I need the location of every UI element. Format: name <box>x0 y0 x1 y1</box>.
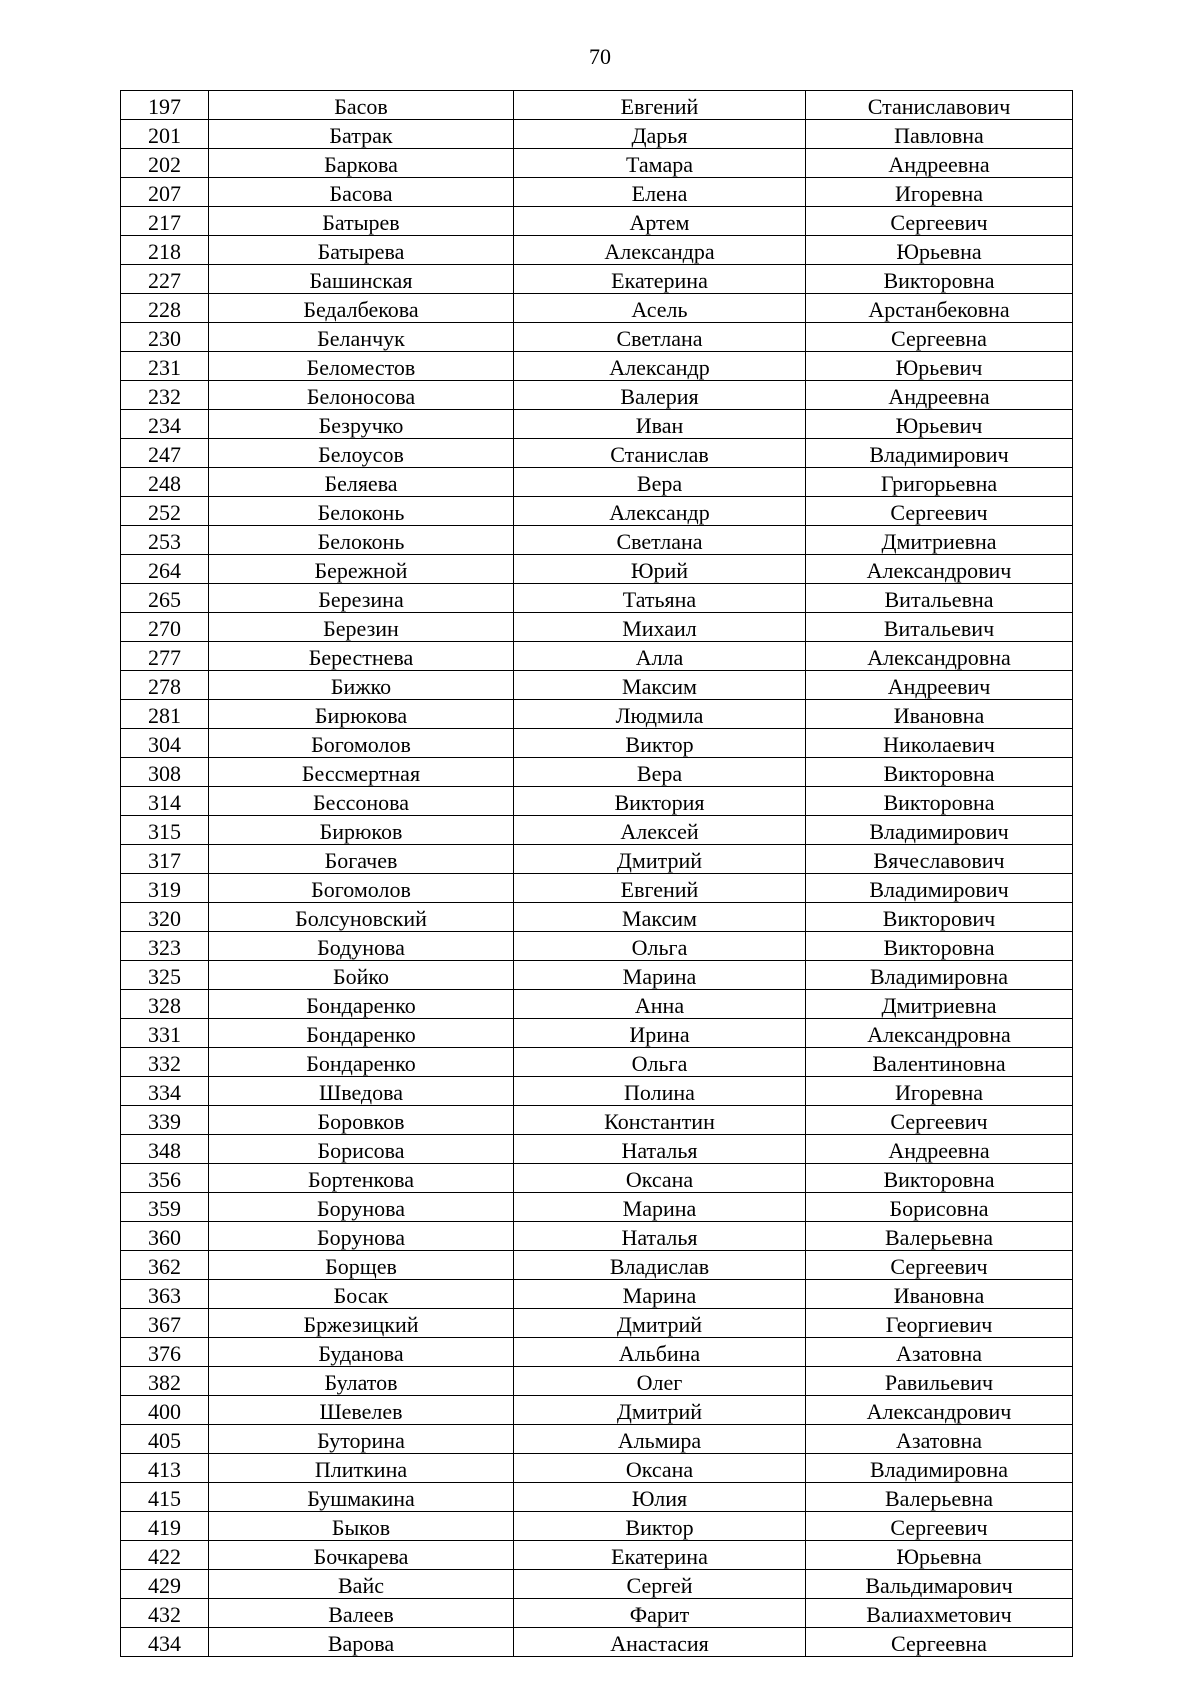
patronymic-cell: Сергеевич <box>806 207 1073 236</box>
last-name-cell: Шведова <box>209 1077 514 1106</box>
table-row <box>121 816 1073 845</box>
table-row <box>121 352 1073 381</box>
first-name-cell: Александра <box>514 236 806 265</box>
first-name-cell: Артем <box>514 207 806 236</box>
patronymic-cell: Вячеславович <box>806 845 1073 874</box>
first-name-cell: Олег <box>514 1367 806 1396</box>
patronymic-cell: Андреевич <box>806 671 1073 700</box>
first-name-cell: Ольга <box>514 1048 806 1077</box>
first-name-cell: Оксана <box>514 1164 806 1193</box>
row-number-cell: 356 <box>121 1164 209 1193</box>
row-number-cell: 217 <box>121 207 209 236</box>
row-number-cell: 382 <box>121 1367 209 1396</box>
last-name-cell: Босак <box>209 1280 514 1309</box>
last-name-cell: Беланчук <box>209 323 514 352</box>
last-name-cell: Башинская <box>209 265 514 294</box>
row-number-cell: 320 <box>121 903 209 932</box>
table-row <box>121 1541 1073 1570</box>
first-name-cell: Вера <box>514 758 806 787</box>
table-row <box>121 1628 1073 1657</box>
row-number-cell: 319 <box>121 874 209 903</box>
row-number-cell: 315 <box>121 816 209 845</box>
row-number-cell: 227 <box>121 265 209 294</box>
last-name-cell: Валеев <box>209 1599 514 1628</box>
last-name-cell: Батрак <box>209 120 514 149</box>
row-number-cell: 230 <box>121 323 209 352</box>
row-number-cell: 334 <box>121 1077 209 1106</box>
row-number-cell: 325 <box>121 961 209 990</box>
table-row <box>121 1396 1073 1425</box>
table-row <box>121 1251 1073 1280</box>
patronymic-cell: Викторовна <box>806 265 1073 294</box>
table-row <box>121 961 1073 990</box>
last-name-cell: Быков <box>209 1512 514 1541</box>
patronymic-cell: Азатовна <box>806 1338 1073 1367</box>
last-name-cell: Белоносова <box>209 381 514 410</box>
last-name-cell: Бондаренко <box>209 1019 514 1048</box>
row-number-cell: 376 <box>121 1338 209 1367</box>
patronymic-cell: Сергеевич <box>806 1106 1073 1135</box>
last-name-cell: Борисова <box>209 1135 514 1164</box>
patronymic-cell: Григорьевна <box>806 468 1073 497</box>
last-name-cell: Варова <box>209 1628 514 1657</box>
table-row <box>121 236 1073 265</box>
row-number-cell: 360 <box>121 1222 209 1251</box>
row-number-cell: 331 <box>121 1019 209 1048</box>
patronymic-cell: Игоревна <box>806 178 1073 207</box>
table-row <box>121 1019 1073 1048</box>
table-row <box>121 758 1073 787</box>
first-name-cell: Альбина <box>514 1338 806 1367</box>
table-row <box>121 323 1073 352</box>
patronymic-cell: Викторовна <box>806 932 1073 961</box>
patronymic-cell: Андреевна <box>806 149 1073 178</box>
row-number-cell: 323 <box>121 932 209 961</box>
first-name-cell: Александр <box>514 497 806 526</box>
patronymic-cell: Сергеевич <box>806 497 1073 526</box>
patronymic-cell: Андреевна <box>806 381 1073 410</box>
last-name-cell: Борунова <box>209 1193 514 1222</box>
patronymic-cell: Александровна <box>806 1019 1073 1048</box>
table-row <box>121 91 1073 120</box>
patronymic-cell: Валерьевна <box>806 1483 1073 1512</box>
patronymic-cell: Юрьевна <box>806 236 1073 265</box>
first-name-cell: Евгений <box>514 91 806 120</box>
patronymic-cell: Владимировна <box>806 961 1073 990</box>
first-name-cell: Светлана <box>514 526 806 555</box>
last-name-cell: Бондаренко <box>209 1048 514 1077</box>
first-name-cell: Альмира <box>514 1425 806 1454</box>
table-row <box>121 468 1073 497</box>
last-name-cell: Басова <box>209 178 514 207</box>
first-name-cell: Анастасия <box>514 1628 806 1657</box>
patronymic-cell: Арстанбековна <box>806 294 1073 323</box>
table-row <box>121 1599 1073 1628</box>
patronymic-cell: Борисовна <box>806 1193 1073 1222</box>
table-row <box>121 1454 1073 1483</box>
last-name-cell: Булатов <box>209 1367 514 1396</box>
table-row <box>121 1135 1073 1164</box>
table-row <box>121 207 1073 236</box>
first-name-cell: Фарит <box>514 1599 806 1628</box>
row-number-cell: 281 <box>121 700 209 729</box>
table-row <box>121 1570 1073 1599</box>
first-name-cell: Людмила <box>514 700 806 729</box>
first-name-cell: Тамара <box>514 149 806 178</box>
patronymic-cell: Викторовна <box>806 1164 1073 1193</box>
row-number-cell: 265 <box>121 584 209 613</box>
row-number-cell: 197 <box>121 91 209 120</box>
table-row <box>121 149 1073 178</box>
first-name-cell: Александр <box>514 352 806 381</box>
page-number: 70 <box>589 44 611 69</box>
table-row <box>121 1512 1073 1541</box>
first-name-cell: Марина <box>514 1280 806 1309</box>
table-row <box>121 526 1073 555</box>
last-name-cell: Басов <box>209 91 514 120</box>
last-name-cell: Бирюкова <box>209 700 514 729</box>
table-row <box>121 845 1073 874</box>
patronymic-cell: Валентиновна <box>806 1048 1073 1077</box>
table-row <box>121 1222 1073 1251</box>
last-name-cell: Белоусов <box>209 439 514 468</box>
first-name-cell: Марина <box>514 961 806 990</box>
last-name-cell: Шевелев <box>209 1396 514 1425</box>
row-number-cell: 308 <box>121 758 209 787</box>
table-row <box>121 1338 1073 1367</box>
row-number-cell: 415 <box>121 1483 209 1512</box>
row-number-cell: 278 <box>121 671 209 700</box>
first-name-cell: Валерия <box>514 381 806 410</box>
last-name-cell: Вайс <box>209 1570 514 1599</box>
first-name-cell: Виктор <box>514 729 806 758</box>
table-row <box>121 120 1073 149</box>
table-row <box>121 642 1073 671</box>
last-name-cell: Буданова <box>209 1338 514 1367</box>
first-name-cell: Виктор <box>514 1512 806 1541</box>
table-row <box>121 410 1073 439</box>
table-row <box>121 584 1073 613</box>
row-number-cell: 422 <box>121 1541 209 1570</box>
patronymic-cell: Игоревна <box>806 1077 1073 1106</box>
first-name-cell: Сергей <box>514 1570 806 1599</box>
table-row <box>121 700 1073 729</box>
patronymic-cell: Равильевич <box>806 1367 1073 1396</box>
patronymic-cell: Юрьевич <box>806 410 1073 439</box>
first-name-cell: Ольга <box>514 932 806 961</box>
table-row <box>121 439 1073 468</box>
row-number-cell: 207 <box>121 178 209 207</box>
table-row <box>121 1164 1073 1193</box>
table-row <box>121 1483 1073 1512</box>
first-name-cell: Марина <box>514 1193 806 1222</box>
first-name-cell: Юрий <box>514 555 806 584</box>
last-name-cell: Белоконь <box>209 497 514 526</box>
last-name-cell: Борунова <box>209 1222 514 1251</box>
table-row <box>121 1367 1073 1396</box>
row-number-cell: 419 <box>121 1512 209 1541</box>
patronymic-cell: Владимирович <box>806 439 1073 468</box>
last-name-cell: Бржезицкий <box>209 1309 514 1338</box>
patronymic-cell: Витальевич <box>806 613 1073 642</box>
table-row <box>121 990 1073 1019</box>
first-name-cell: Алла <box>514 642 806 671</box>
first-name-cell: Ирина <box>514 1019 806 1048</box>
table-row <box>121 874 1073 903</box>
first-name-cell: Татьяна <box>514 584 806 613</box>
patronymic-cell: Александрович <box>806 555 1073 584</box>
table-row <box>121 178 1073 207</box>
first-name-cell: Оксана <box>514 1454 806 1483</box>
patronymic-cell: Владимирович <box>806 816 1073 845</box>
table-row <box>121 671 1073 700</box>
table-row <box>121 1425 1073 1454</box>
patronymic-cell: Николаевич <box>806 729 1073 758</box>
table-row <box>121 1048 1073 1077</box>
patronymic-cell: Ивановна <box>806 700 1073 729</box>
first-name-cell: Максим <box>514 903 806 932</box>
last-name-cell: Бессмертная <box>209 758 514 787</box>
row-number-cell: 317 <box>121 845 209 874</box>
first-name-cell: Анна <box>514 990 806 1019</box>
row-number-cell: 253 <box>121 526 209 555</box>
patronymic-cell: Юрьевна <box>806 1541 1073 1570</box>
patronymic-cell: Вальдимарович <box>806 1570 1073 1599</box>
first-name-cell: Михаил <box>514 613 806 642</box>
row-number-cell: 328 <box>121 990 209 1019</box>
first-name-cell: Елена <box>514 178 806 207</box>
patronymic-cell: Павловна <box>806 120 1073 149</box>
row-number-cell: 434 <box>121 1628 209 1657</box>
table-row <box>121 555 1073 584</box>
row-number-cell: 232 <box>121 381 209 410</box>
table-row <box>121 1193 1073 1222</box>
table-row <box>121 729 1073 758</box>
last-name-cell: Баркова <box>209 149 514 178</box>
last-name-cell: Бочкарева <box>209 1541 514 1570</box>
first-name-cell: Дмитрий <box>514 1396 806 1425</box>
row-number-cell: 247 <box>121 439 209 468</box>
last-name-cell: Боровков <box>209 1106 514 1135</box>
row-number-cell: 218 <box>121 236 209 265</box>
patronymic-cell: Дмитриевна <box>806 526 1073 555</box>
patronymic-cell: Сергеевна <box>806 1628 1073 1657</box>
table-row <box>121 497 1073 526</box>
table-row <box>121 1280 1073 1309</box>
last-name-cell: Бортенкова <box>209 1164 514 1193</box>
last-name-cell: Батырев <box>209 207 514 236</box>
table-row <box>121 1309 1073 1338</box>
last-name-cell: Бушмакина <box>209 1483 514 1512</box>
row-number-cell: 201 <box>121 120 209 149</box>
last-name-cell: Беломестов <box>209 352 514 381</box>
first-name-cell: Виктория <box>514 787 806 816</box>
patronymic-cell: Валиахметович <box>806 1599 1073 1628</box>
last-name-cell: Белоконь <box>209 526 514 555</box>
row-number-cell: 432 <box>121 1599 209 1628</box>
last-name-cell: Берестнева <box>209 642 514 671</box>
last-name-cell: Борщев <box>209 1251 514 1280</box>
patronymic-cell: Сергеевич <box>806 1251 1073 1280</box>
first-name-cell: Алексей <box>514 816 806 845</box>
first-name-cell: Светлана <box>514 323 806 352</box>
patronymic-cell: Дмитриевна <box>806 990 1073 1019</box>
patronymic-cell: Александрович <box>806 1396 1073 1425</box>
first-name-cell: Константин <box>514 1106 806 1135</box>
table-row <box>121 294 1073 323</box>
patronymic-cell: Азатовна <box>806 1425 1073 1454</box>
patronymic-cell: Викторовна <box>806 787 1073 816</box>
row-number-cell: 248 <box>121 468 209 497</box>
roster-table-body <box>121 91 1073 1657</box>
first-name-cell: Дмитрий <box>514 845 806 874</box>
first-name-cell: Юлия <box>514 1483 806 1512</box>
last-name-cell: Березин <box>209 613 514 642</box>
first-name-cell: Вера <box>514 468 806 497</box>
row-number-cell: 363 <box>121 1280 209 1309</box>
row-number-cell: 234 <box>121 410 209 439</box>
first-name-cell: Полина <box>514 1077 806 1106</box>
row-number-cell: 429 <box>121 1570 209 1599</box>
patronymic-cell: Сергеевна <box>806 323 1073 352</box>
last-name-cell: Плиткина <box>209 1454 514 1483</box>
table-row <box>121 787 1073 816</box>
row-number-cell: 348 <box>121 1135 209 1164</box>
patronymic-cell: Андреевна <box>806 1135 1073 1164</box>
first-name-cell: Дмитрий <box>514 1309 806 1338</box>
row-number-cell: 405 <box>121 1425 209 1454</box>
last-name-cell: Буторина <box>209 1425 514 1454</box>
last-name-cell: Бижко <box>209 671 514 700</box>
first-name-cell: Екатерина <box>514 1541 806 1570</box>
table-row <box>121 381 1073 410</box>
last-name-cell: Березина <box>209 584 514 613</box>
row-number-cell: 270 <box>121 613 209 642</box>
first-name-cell: Станислав <box>514 439 806 468</box>
first-name-cell: Наталья <box>514 1135 806 1164</box>
last-name-cell: Болсуновский <box>209 903 514 932</box>
patronymic-cell: Владимирович <box>806 874 1073 903</box>
patronymic-cell: Ивановна <box>806 1280 1073 1309</box>
roster-table <box>120 90 1073 1657</box>
table-row <box>121 613 1073 642</box>
table-row <box>121 265 1073 294</box>
row-number-cell: 367 <box>121 1309 209 1338</box>
patronymic-cell: Витальевна <box>806 584 1073 613</box>
row-number-cell: 277 <box>121 642 209 671</box>
last-name-cell: Бирюков <box>209 816 514 845</box>
last-name-cell: Бессонова <box>209 787 514 816</box>
last-name-cell: Бондаренко <box>209 990 514 1019</box>
table-row <box>121 1077 1073 1106</box>
row-number-cell: 304 <box>121 729 209 758</box>
row-number-cell: 252 <box>121 497 209 526</box>
row-number-cell: 339 <box>121 1106 209 1135</box>
last-name-cell: Бойко <box>209 961 514 990</box>
row-number-cell: 362 <box>121 1251 209 1280</box>
patronymic-cell: Викторовна <box>806 758 1073 787</box>
first-name-cell: Владислав <box>514 1251 806 1280</box>
last-name-cell: Богомолов <box>209 874 514 903</box>
patronymic-cell: Сергеевич <box>806 1512 1073 1541</box>
first-name-cell: Асель <box>514 294 806 323</box>
first-name-cell: Наталья <box>514 1222 806 1251</box>
first-name-cell: Максим <box>514 671 806 700</box>
row-number-cell: 202 <box>121 149 209 178</box>
patronymic-cell: Александровна <box>806 642 1073 671</box>
patronymic-cell: Станиславович <box>806 91 1073 120</box>
row-number-cell: 231 <box>121 352 209 381</box>
last-name-cell: Батырева <box>209 236 514 265</box>
patronymic-cell: Викторович <box>806 903 1073 932</box>
table-row <box>121 1106 1073 1135</box>
last-name-cell: Бодунова <box>209 932 514 961</box>
row-number-cell: 359 <box>121 1193 209 1222</box>
first-name-cell: Дарья <box>514 120 806 149</box>
row-number-cell: 314 <box>121 787 209 816</box>
row-number-cell: 400 <box>121 1396 209 1425</box>
row-number-cell: 264 <box>121 555 209 584</box>
last-name-cell: Богачев <box>209 845 514 874</box>
last-name-cell: Богомолов <box>209 729 514 758</box>
row-number-cell: 228 <box>121 294 209 323</box>
first-name-cell: Иван <box>514 410 806 439</box>
table-row <box>121 903 1073 932</box>
last-name-cell: Бережной <box>209 555 514 584</box>
patronymic-cell: Георгиевич <box>806 1309 1073 1338</box>
table-row <box>121 932 1073 961</box>
patronymic-cell: Валерьевна <box>806 1222 1073 1251</box>
last-name-cell: Бедалбекова <box>209 294 514 323</box>
last-name-cell: Безручко <box>209 410 514 439</box>
row-number-cell: 413 <box>121 1454 209 1483</box>
row-number-cell: 332 <box>121 1048 209 1077</box>
first-name-cell: Екатерина <box>514 265 806 294</box>
patronymic-cell: Владимировна <box>806 1454 1073 1483</box>
first-name-cell: Евгений <box>514 874 806 903</box>
last-name-cell: Беляева <box>209 468 514 497</box>
patronymic-cell: Юрьевич <box>806 352 1073 381</box>
